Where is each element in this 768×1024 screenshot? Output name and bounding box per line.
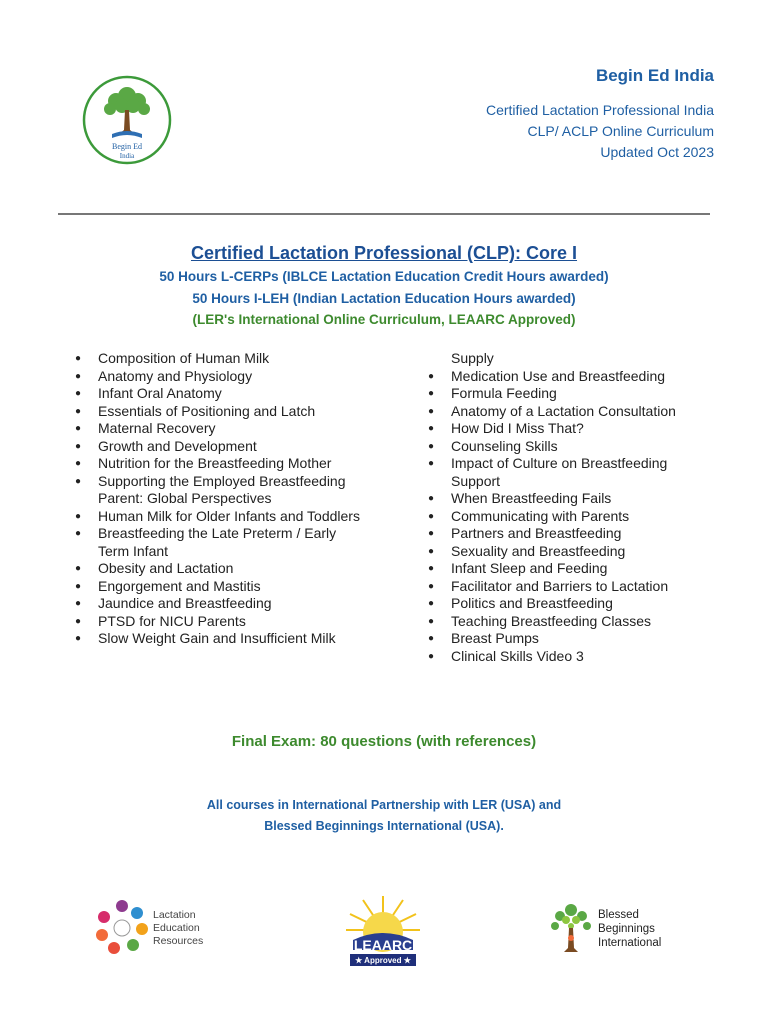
list-item: ● Breastfeeding the Late Preterm / Early Term Infant: [74, 525, 364, 560]
partnership-line: Blessed Beginnings International (USA).: [264, 819, 504, 833]
list-item-continuation: Supply: [451, 350, 494, 366]
bbi-wordmark: [598, 908, 661, 950]
header-line: CLP/ ACLP Online Curriculum: [527, 123, 714, 139]
list-item: ● Facilitator and Barriers to Lactation: [427, 578, 717, 596]
partnership-note: [0, 795, 768, 837]
ler-wordmark: [153, 909, 203, 948]
bbi-word: International: [598, 937, 662, 949]
list-item: ● Maternal Recovery: [74, 420, 364, 438]
list-item: ● Infant Sleep and Feeding: [427, 560, 717, 578]
list-item: ● Slow Weight Gain and Insufficient Milk: [74, 630, 364, 648]
list-item: ● Anatomy and Physiology: [74, 368, 364, 386]
tree-icon: [546, 898, 596, 964]
list-item: ● Politics and Breastfeeding: [427, 595, 717, 613]
list-item: ● Impact of Culture on Breastfeeding Support: [427, 455, 717, 490]
blessed-beginnings-logo: [546, 898, 686, 964]
ler-people-icon: [92, 895, 152, 961]
list-item: ● How Did I Miss That?: [427, 420, 717, 438]
list-item: ● When Breastfeeding Fails: [427, 490, 717, 508]
course-list-right: [427, 350, 717, 665]
course-list-left: [74, 350, 364, 648]
list-item: ● Composition of Human Milk: [74, 350, 364, 368]
list-item: ● Breast Pumps: [427, 630, 717, 648]
list-item: ● Engorgement and Mastitis: [74, 578, 364, 596]
curriculum-note: (LER's International Online Curriculum, LEAARC Approved): [192, 312, 576, 327]
ler-word: Education: [153, 922, 200, 934]
begin-ed-india-logo: [72, 66, 182, 174]
header-subtitle: [486, 100, 714, 163]
svg-text:★ Approved ★: ★ Approved ★: [355, 956, 411, 965]
list-item: ● Counseling Skills: [427, 438, 717, 456]
list-item: ● Sexuality and Breastfeeding: [427, 543, 717, 561]
bbi-word: Blessed: [598, 909, 639, 921]
list-item: ● Growth and Development: [74, 438, 364, 456]
page-title: Certified Lactation Professional (CLP): Core I: [190, 243, 578, 263]
ler-logo: [92, 895, 232, 961]
header-line: Updated Oct 2023: [600, 144, 714, 160]
leaarc-approved-logo: [338, 890, 428, 972]
bbi-word: Beginnings: [598, 923, 655, 935]
list-item: ● Obesity and Lactation: [74, 560, 364, 578]
list-item: ● Anatomy of a Lactation Consultation: [427, 403, 717, 421]
list-item: ● Jaundice and Breastfeeding: [74, 595, 364, 613]
svg-text:India: India: [119, 152, 135, 160]
list-item: ● Essentials of Positioning and Latch: [74, 403, 364, 421]
ler-word: Lactation: [153, 909, 196, 921]
list-item: ● Teaching Breastfeeding Classes: [427, 613, 717, 631]
list-item: ● Clinical Skills Video 3: [427, 648, 717, 666]
credit-line-lcerp: 50 Hours L-CERPs (IBLCE Lactation Education Credit Hours awarded): [159, 269, 609, 284]
partnership-line: All courses in International Partnership with LER (USA) and: [206, 798, 562, 812]
divider: [58, 213, 710, 215]
header-line: Certified Lactation Professional India: [485, 102, 714, 118]
list-item: ● Communicating with Parents: [427, 508, 717, 526]
list-item: ● Nutrition for the Breastfeeding Mother: [74, 455, 364, 473]
credit-line-ileh: 50 Hours I-LEH (Indian Lactation Education Hours awarded): [192, 291, 576, 306]
ler-word: Resources: [153, 935, 204, 947]
final-exam-note: Final Exam: 80 questions (with references): [231, 733, 537, 750]
svg-text:LEAARC: LEAARC: [353, 937, 413, 953]
list-item: ● Formula Feeding: [427, 385, 717, 403]
org-name: Begin Ed India: [595, 66, 714, 85]
list-item: ● Partners and Breastfeeding: [427, 525, 717, 543]
list-item: ● Infant Oral Anatomy: [74, 385, 364, 403]
list-item: ● PTSD for NICU Parents: [74, 613, 364, 631]
list-item: ● Supporting the Employed Breastfeeding Parent: Global Perspectives: [74, 473, 364, 508]
list-item: ● Medication Use and Breastfeeding: [427, 368, 717, 386]
list-item: ● Human Milk for Older Infants and Toddlers: [74, 508, 364, 526]
svg-text:Begin Ed: Begin Ed: [112, 142, 142, 151]
